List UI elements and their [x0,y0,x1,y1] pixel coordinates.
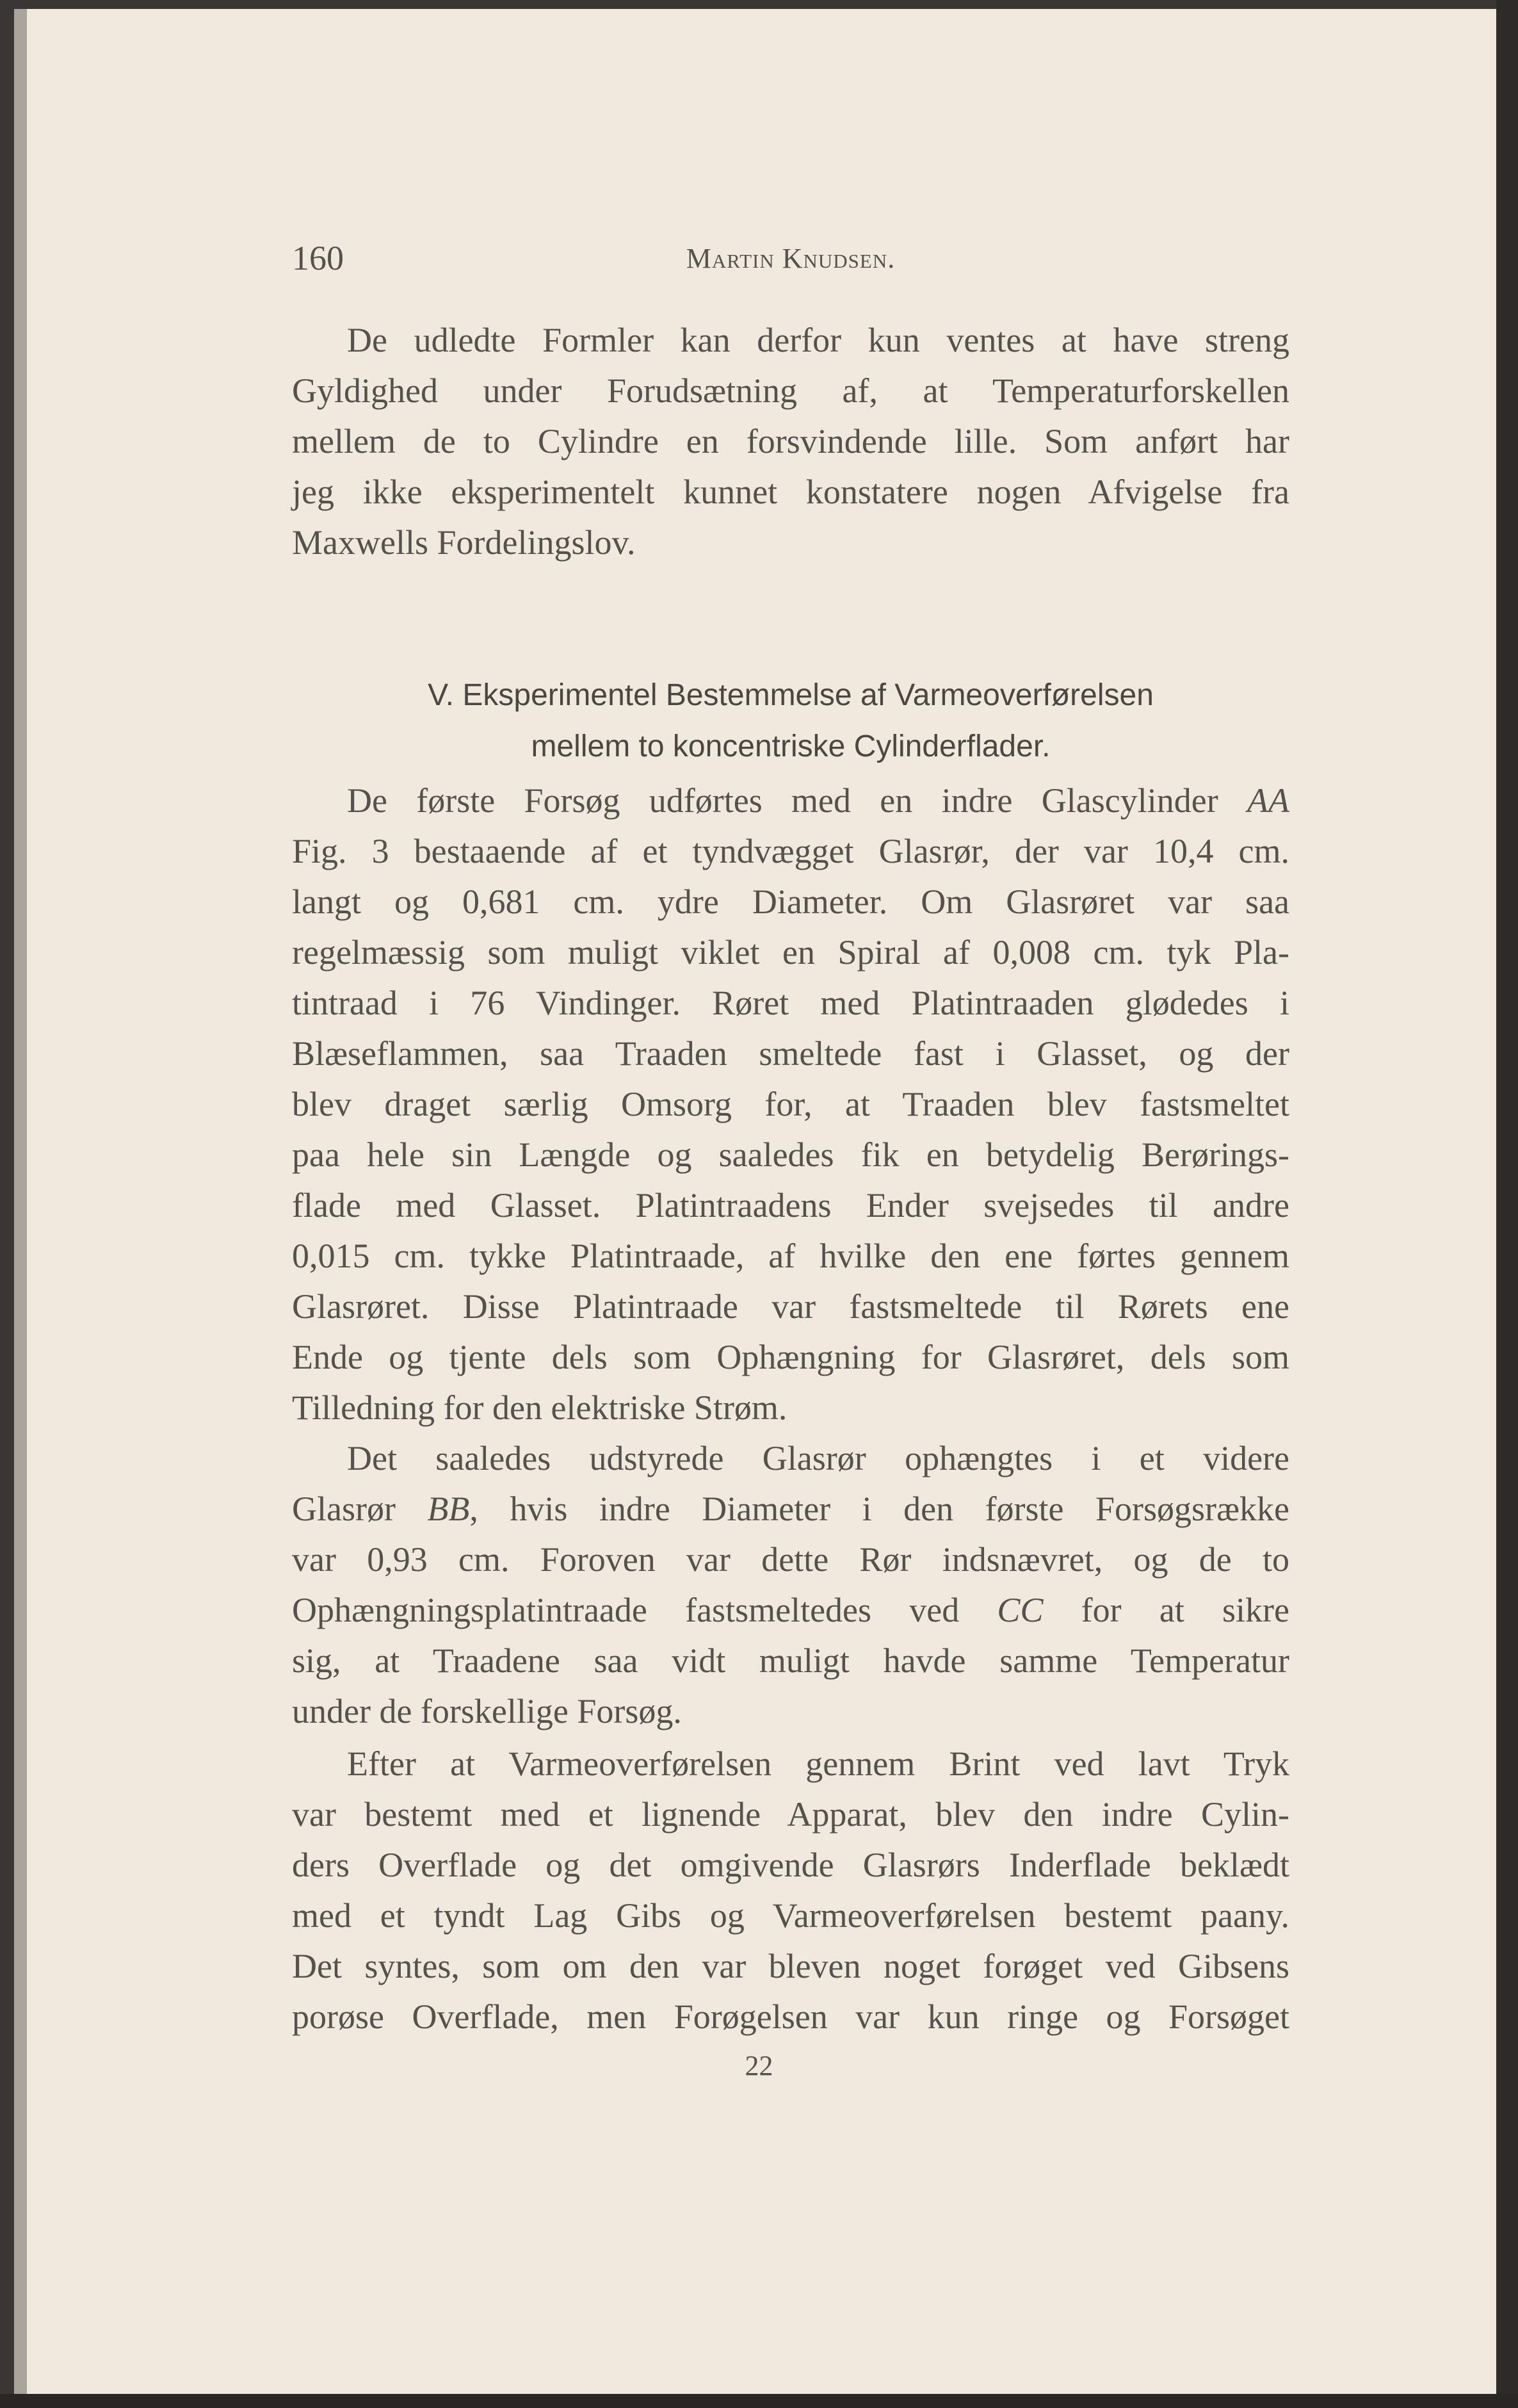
text-line [292,467,1289,517]
text-line [292,315,1289,366]
italic-label: AA [1247,781,1289,820]
text-line [292,927,1289,978]
text-segment: langt og 0,681 cm. ydre Diameter. Om Glasrøret var saa [292,883,1289,921]
text-line [292,366,1289,416]
text-line [292,1891,1289,1941]
running-head [292,238,1289,277]
text-segment: Fig. 3 bestaaende af et tyndvægget Glasrør, der var 10,4 cm. [292,832,1289,870]
text-segment: var 0,93 cm. Foroven var dette Rør indsnævret, og de to [292,1540,1289,1579]
signature-mark: 22 [745,2050,773,2081]
text-line [292,1130,1289,1180]
heading-line: V. Eksperimentel Bestemmelse af Varmeoverførelsen [428,678,1154,712]
text-segment: Ophængningsplatintraade fastsmeltedes ved [292,1591,997,1629]
text-line [292,877,1289,927]
paragraph-1 [292,315,1289,568]
text-segment: sig, at Traadene saa vidt muligt havde samme Temperatur [292,1641,1289,1680]
text-segment: Det saaledes udstyrede Glasrør ophængtes i et videre [347,1439,1289,1477]
text-segment: tintraad i 76 Vindinger. Røret med Platintraaden glødedes i [292,984,1289,1022]
text-line [292,1484,1289,1534]
text-segment: mellem de to Cylindre en forsvindende lille. Som anført har [292,422,1289,460]
text-segment: Ende og tjente dels som Ophængning for Glasrøret, dels som [292,1338,1289,1376]
text-segment: Det syntes, som om den var bleven noget forøget ved Gibsens [292,1947,1289,1985]
text-segment: flade med Glasset. Platintraadens Ender svejsedes til andre [292,1186,1289,1224]
text-segment: paa hele sin Længde og saaledes fik en betydelig Berørings- [292,1135,1289,1174]
text-line [292,1029,1289,1079]
text-segment: Gyldighed under Forudsætning af, at Temperaturforskellen [292,371,1289,410]
italic-label: BB [427,1490,470,1528]
text-line [292,1332,1289,1383]
text-line [292,776,1289,826]
text-line [292,1180,1289,1231]
text-line [292,1686,1289,1737]
text-line [292,1992,1289,2042]
text-segment: , hvis indre Diameter i den første Forsøgsrække [469,1490,1289,1528]
text-line [292,1079,1289,1130]
text-segment: regelmæssig som muligt viklet en Spiral af 0,008 cm. tyk Pla- [292,933,1289,972]
scan-edge-right [1496,0,1518,2408]
text-line [292,416,1289,467]
text-segment: var bestemt med et lignende Apparat, blev den indre Cylin- [292,1795,1289,1834]
text-segment: Glasrøret. Disse Platintraade var fastsmeltede til Rørets ene [292,1287,1289,1326]
text-segment: Maxwells Fordelingslov. [292,523,636,562]
scan-edge-bottom [0,2394,1518,2408]
text-line [292,1383,1289,1433]
text-line [292,1636,1289,1686]
text-segment: under de forskellige Forsøg. [292,1692,682,1730]
text-segment: med et tyndt Lag Gibs og Varmeoverførelsen bestemt paany. [292,1896,1289,1935]
text-segment: porøse Overflade, men Forøgelsen var kun ringe og Forsøget [292,1997,1289,2036]
text-line [292,1789,1289,1840]
text-segment: De udledte Formler kan derfor kun ventes at have streng [347,321,1289,359]
running-head-author: Martin Knudsen. [686,243,896,274]
text-segment: for at sikre [1043,1591,1290,1629]
text-line [292,1231,1289,1281]
text-line [292,1534,1289,1585]
text-segment: jeg ikke eksperimentelt kunnet konstatere nogen Afvigelse fra [292,473,1289,511]
text-segment: Efter at Varmeoverførelsen gennem Brint ved lavt Tryk [347,1745,1289,1783]
text-line [292,1433,1289,1484]
paragraph-4 [292,1739,1289,2042]
text-segment: Tilledning for den elektriske Strøm. [292,1388,787,1427]
text-line [292,1941,1289,1992]
page-number: 160 [292,239,344,277]
text-segment: Glasrør [292,1490,428,1528]
text-segment: De første Forsøg udførtes med en indre Glascylinder [347,781,1248,820]
text-line [292,1585,1289,1636]
text-segment: Blæseflammen, saa Traaden smeltede fast i Glasset, og der [292,1034,1289,1073]
text-line [292,826,1289,877]
heading-line: mellem to koncentriske Cylinderflader. [531,729,1051,763]
paragraph-2 [292,776,1289,1433]
text-segment: ders Overflade og det omgivende Glasrørs Inderflade beklædt [292,1846,1289,1884]
text-line [292,517,1289,568]
text-segment: blev draget særlig Omsorg for, at Traaden blev fastsmeltet [292,1085,1289,1123]
text-line [292,1281,1289,1332]
text-line [292,1739,1289,1789]
text-line [292,978,1289,1029]
section-heading [292,670,1289,772]
text-segment: 0,015 cm. tykke Platintraade, af hvilke den ene førtes gennem [292,1237,1289,1275]
paragraph-3 [292,1433,1289,1737]
italic-label: CC [997,1591,1044,1629]
text-line [292,1840,1289,1891]
